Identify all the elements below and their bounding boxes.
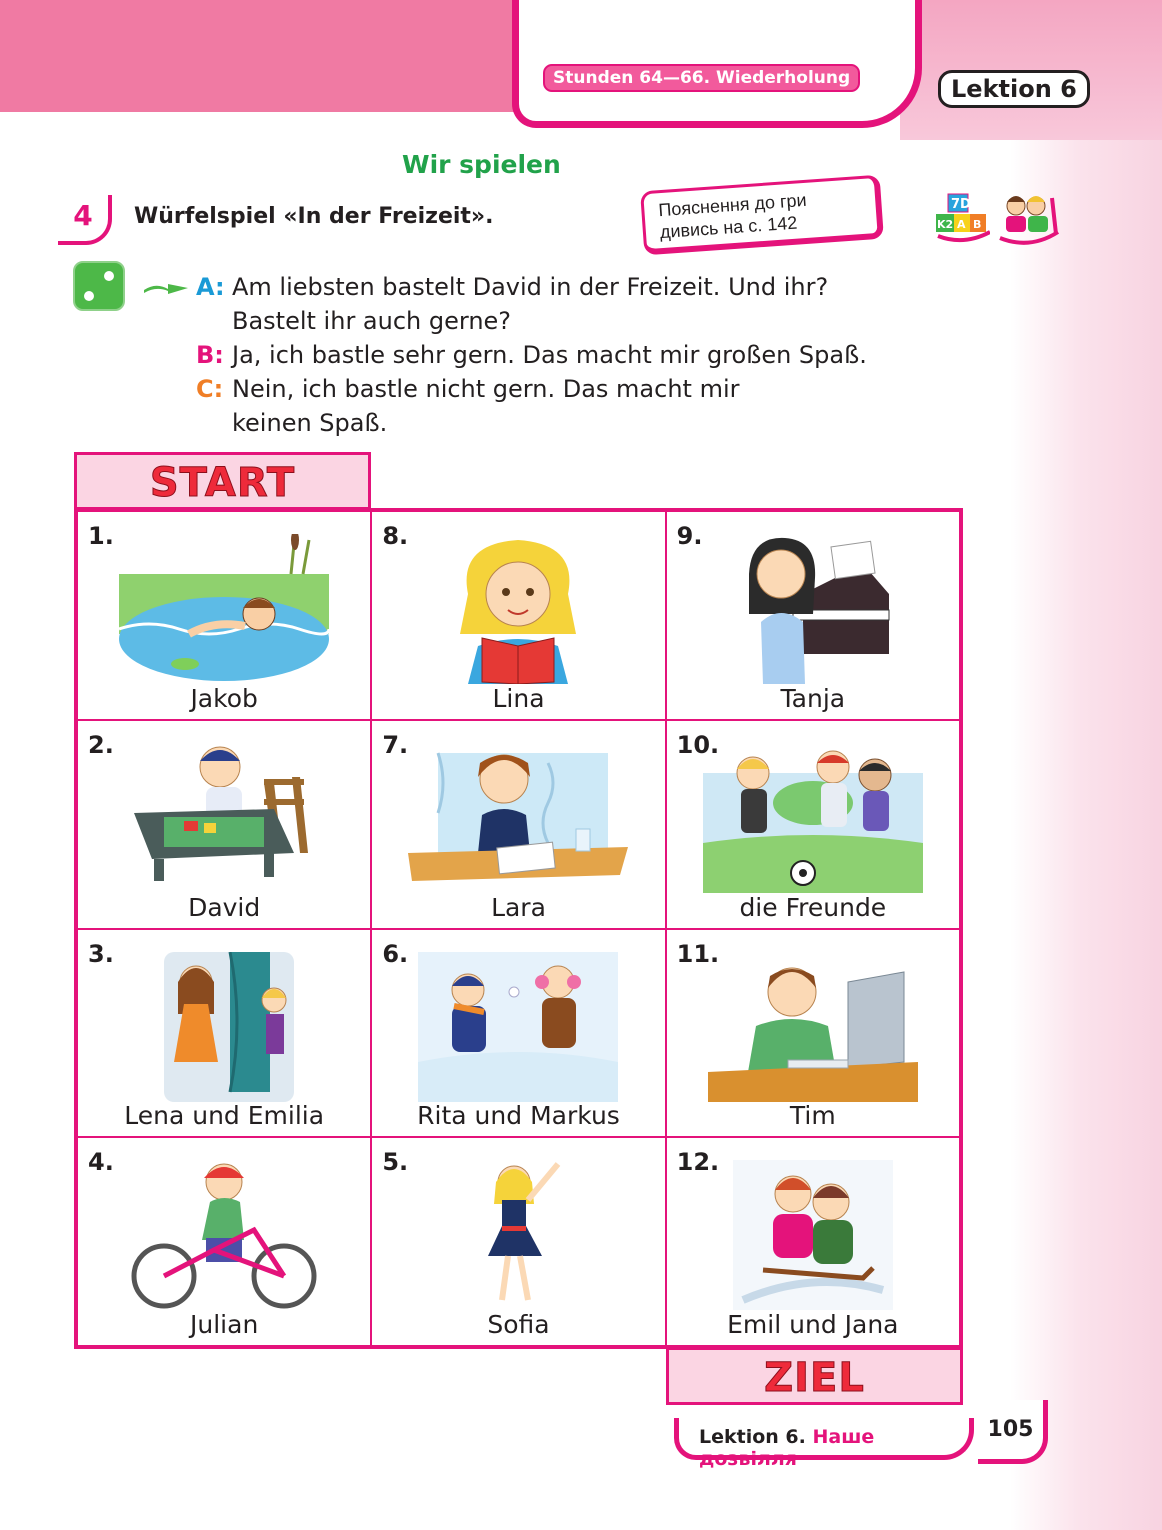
cell-number: 9. — [676, 522, 703, 550]
snowball-fight-illustration — [418, 952, 618, 1102]
page-side-strip — [1010, 140, 1162, 1530]
player-name: Julian — [190, 1310, 259, 1339]
board-cell — [371, 511, 665, 720]
swimming-illustration — [119, 534, 329, 684]
board-cell — [77, 720, 371, 929]
start-label: START — [149, 460, 296, 506]
svg-text:7D: 7D — [951, 197, 971, 212]
section-title: Wir spielen — [402, 150, 561, 179]
lektion-badge: Lektion 6 — [938, 70, 1090, 108]
player-name: Sofia — [487, 1310, 550, 1339]
speaker-label: B: — [196, 341, 224, 369]
player-name: Tim — [789, 1101, 836, 1131]
hide-and-seek-illustration — [144, 952, 304, 1102]
footer-lesson — [674, 1418, 974, 1470]
letter-blocks-icon — [934, 192, 990, 244]
player-name: David — [188, 892, 261, 922]
cell-number: 6. — [382, 939, 409, 968]
dialog-line-b — [196, 338, 896, 372]
cell-number: 3. — [88, 939, 114, 968]
computer-illustration — [708, 952, 918, 1102]
dialog-text: Am liebsten bastelt David in der Freizeit. Und ihr? Bastelt ihr auch gerne? — [232, 273, 829, 335]
board-cell — [77, 929, 371, 1138]
footer-lektion: Lektion 6. — [699, 1426, 806, 1448]
header-band — [0, 0, 540, 112]
hint-note: Пояснення до гри дивись на с. 142 — [640, 175, 884, 256]
sledding-illustration — [733, 1160, 893, 1310]
svg-text:A: A — [957, 218, 966, 231]
board-cell — [77, 1137, 371, 1346]
lesson-title: Stunden 64—66. Wiederholung — [543, 64, 860, 92]
dialog-line-a — [196, 270, 896, 338]
speaker-label: C: — [196, 375, 224, 403]
cell-number: 1. — [88, 522, 114, 550]
board-cell — [371, 720, 665, 929]
dialog-text: Nein, ich bastle nicht gern. Das macht mir keinen Spaß. — [232, 375, 740, 437]
cell-number: 7. — [382, 730, 409, 759]
dialog-block — [196, 270, 896, 440]
goal-label: ZIEL — [764, 1355, 865, 1401]
exercise-number: 4 — [58, 195, 112, 245]
footer-topic: Наше дозвілля — [699, 1426, 875, 1470]
cell-number: 10. — [676, 730, 720, 759]
board-cell — [666, 929, 960, 1138]
dice-icon — [72, 260, 128, 314]
exercise-title: Würfelspiel «In der Freizeit». — [134, 204, 494, 229]
game-board — [74, 508, 963, 1349]
cell-number: 12. — [676, 1148, 720, 1177]
cycling-illustration — [124, 1160, 324, 1310]
cell-number: 5. — [382, 1148, 409, 1177]
cell-number: 4. — [88, 1148, 114, 1177]
drawing-illustration — [408, 743, 628, 893]
board-cell — [666, 720, 960, 929]
board-cell — [371, 1137, 665, 1346]
cell-number: 11. — [676, 939, 720, 968]
cell-number: 8. — [382, 522, 409, 550]
start-field — [74, 452, 371, 510]
children-group-icon — [996, 188, 1060, 248]
player-name: Lena und Emilia — [124, 1101, 325, 1131]
football-illustration — [703, 743, 923, 893]
dancing-illustration — [458, 1160, 578, 1310]
player-name: Tanja — [780, 683, 846, 713]
board-cell — [371, 929, 665, 1138]
player-name: Rita und Markus — [417, 1101, 620, 1131]
player-name: Emil und Jana — [727, 1310, 899, 1339]
board-cell — [666, 1137, 960, 1346]
player-name: die Freunde — [739, 892, 887, 922]
speaker-label: A: — [196, 273, 225, 301]
dialog-text: Ja, ich bastle sehr gern. Das macht mir großen Spaß. — [232, 341, 867, 369]
arrow-right-icon — [142, 278, 192, 298]
svg-text:B: B — [973, 218, 982, 231]
piano-illustration — [733, 534, 893, 684]
page-number: 105 — [978, 1400, 1048, 1464]
player-name: Jakob — [190, 683, 258, 713]
board-cell — [666, 511, 960, 720]
goal-field — [666, 1347, 963, 1405]
reading-illustration — [438, 534, 598, 684]
cell-number: 2. — [88, 730, 114, 759]
board-cell — [77, 511, 371, 720]
crafting-illustration — [124, 743, 324, 893]
player-name: Lina — [492, 683, 545, 713]
svg-text:K2: K2 — [937, 218, 954, 231]
player-name: Lara — [491, 892, 546, 922]
dialog-line-c — [196, 372, 896, 440]
